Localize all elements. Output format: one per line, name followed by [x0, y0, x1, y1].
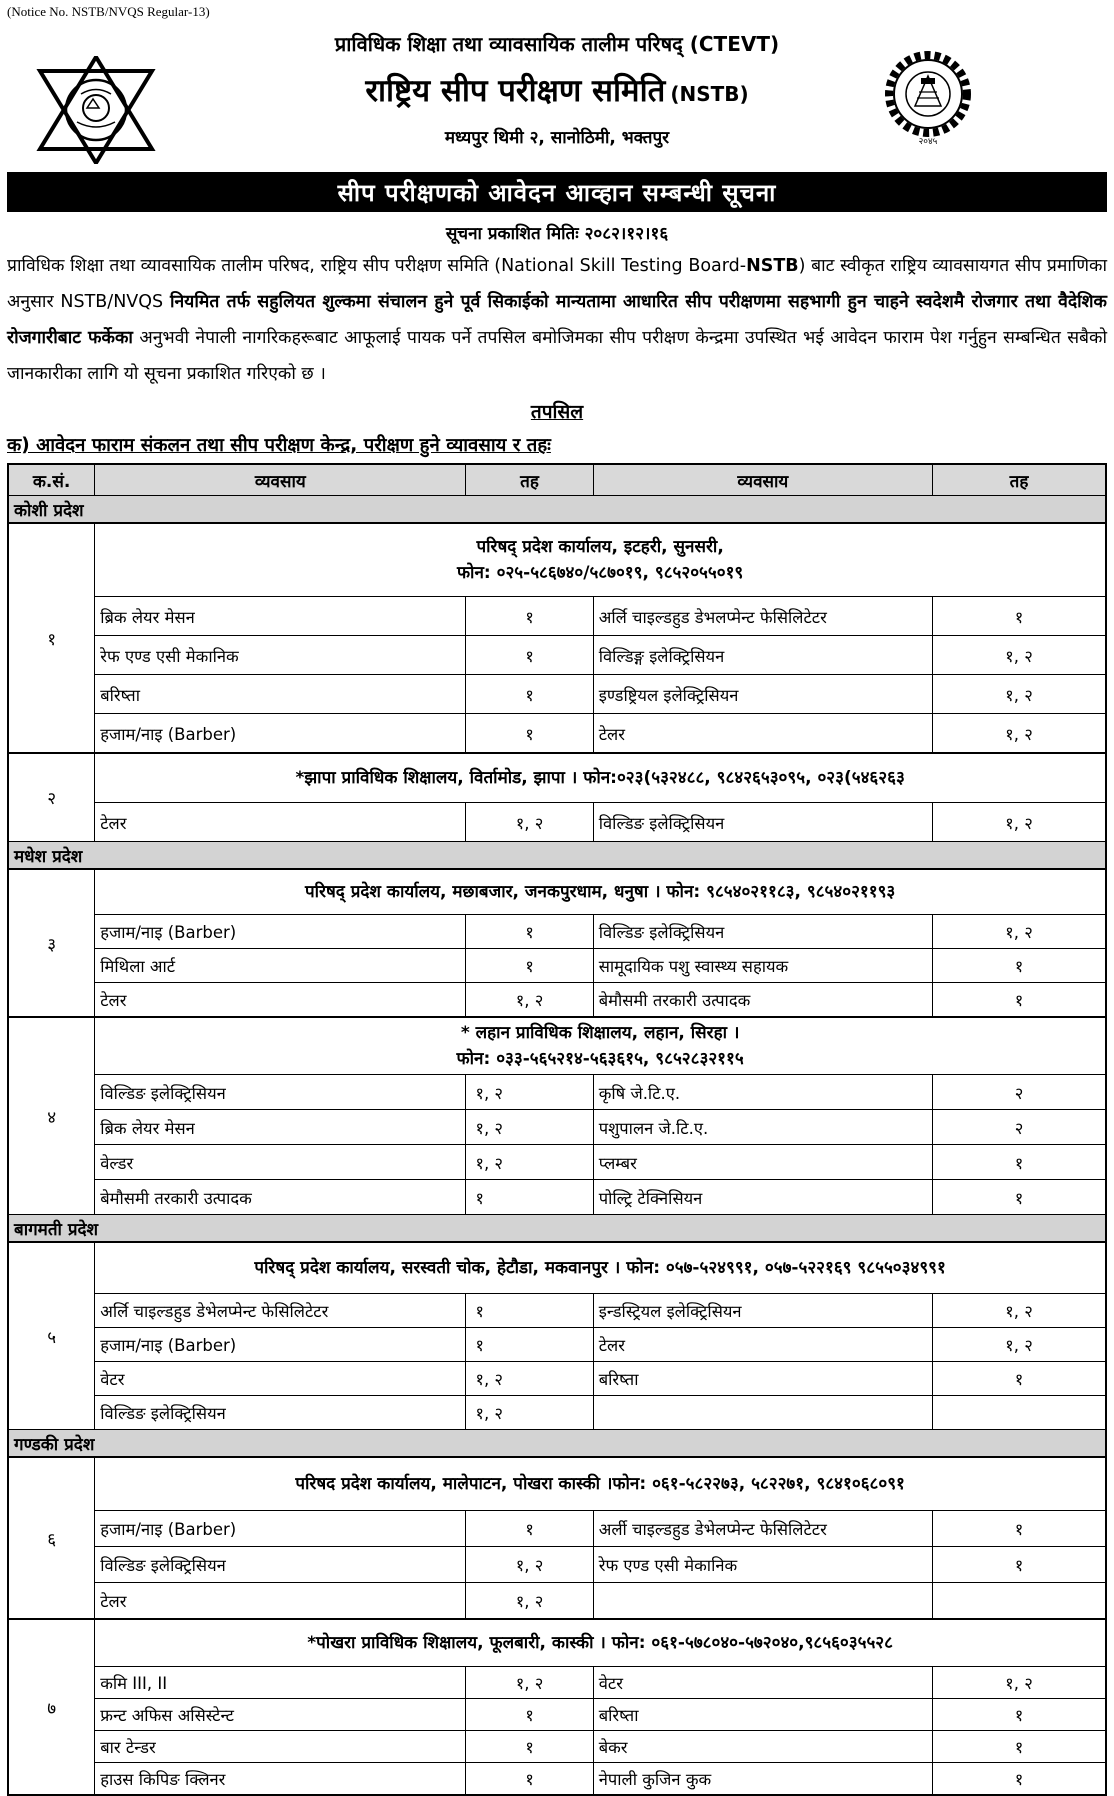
tapasil-heading: तपसिल: [530, 401, 584, 423]
level-cell: १: [933, 1362, 1107, 1396]
center-office-line: * लहान प्राविधिक शिक्षालय, लहान, सिरहा ।: [460, 1022, 740, 1043]
table-row: [8, 1328, 1106, 1362]
level-cell: १: [933, 1145, 1107, 1180]
notice-number: (Notice No. NSTB/NVQS Regular-13): [7, 4, 210, 19]
level-cell: १, २: [933, 675, 1107, 714]
center-office-line: परिषद् प्रदेश कार्यालय, सरस्वती चोक, हेटौडा, मकवानपुर । फोन: ०५७-५२४९९१, ०५७-५२२१६९ ९८५५०३४९९१: [254, 1257, 946, 1278]
occupation-cell: हजाम/नाइ (Barber): [95, 714, 466, 754]
table-row: [8, 1699, 1106, 1731]
table-row: [8, 1547, 1106, 1583]
level-cell: १: [466, 1180, 593, 1215]
level-cell: १, २: [466, 1547, 593, 1583]
column-header: व्यवसाय: [95, 464, 466, 496]
center-office-cell: [95, 1619, 1106, 1667]
center-office-line: फोन: ०२५-५८६७४०/५८७०१९, ९८५२०५५०१९: [456, 563, 744, 583]
board-abbr: (NSTB): [670, 82, 749, 106]
board-title: राष्ट्रिय सीप परीक्षण समिति: [365, 73, 666, 109]
intro-segment: अनुभवी नेपाली नागरिकहरूबाट आफूलाई पायक पर्ने तपसिल बमोजिमका सीप परीक्षण केन्द्रमा उपस्थित भई आवेदन फाराम पेश गर्नुहुन सम्बन्धित सबैको जानकारीका लागि यो सूचना प्रकाशित गरिएको छ ।: [7, 328, 1107, 384]
table-row: [8, 1731, 1106, 1763]
table-body: [8, 496, 1106, 1796]
table-row: [8, 1075, 1106, 1110]
occupation-cell: विल्डिङ इलेक्ट्रिसियन: [593, 915, 932, 949]
level-cell: १, २: [933, 636, 1107, 675]
level-cell: १, २: [933, 915, 1107, 949]
intro-paragraph: [7, 248, 1107, 392]
level-cell: १: [933, 1763, 1107, 1796]
level-cell: १: [466, 675, 593, 714]
occupation-cell: सामूदायिक पशु स्वास्थ्य सहायक: [593, 949, 932, 983]
center-header-row: [8, 869, 1106, 915]
occupation-cell: ब्रिक लेयर मेसन: [95, 597, 466, 636]
occupation-cell: रेफ एण्ड एसी मेकानिक: [593, 1547, 932, 1583]
ctevt-star-logo-icon: [29, 56, 163, 164]
center-office-line: परिषद प्रदेश कार्यालय, मालेपाटन, पोखरा कास्की ।फोन: ०६१-५८२२७३, ५८२२७१, ९८४१०६८०९१: [295, 1473, 905, 1494]
table-row: [8, 1180, 1106, 1215]
published-date: सूचना प्रकाशित मितिः २०८२।१२।१६: [445, 224, 669, 244]
level-cell: १: [466, 915, 593, 949]
serial-number: २: [8, 753, 95, 842]
level-cell: १: [466, 1511, 593, 1547]
level-cell: १, २: [466, 1362, 593, 1396]
table-row: [8, 1667, 1106, 1699]
occupation-cell: वेल्डर: [95, 1145, 466, 1180]
occupation-cell: वेटर: [95, 1362, 466, 1396]
level-cell: १, २: [933, 1294, 1107, 1328]
province-row: [8, 1215, 1106, 1243]
occupation-cell: विल्डिङ इलेक्ट्रिसियन: [95, 1075, 466, 1110]
occupation-cell: कमि III, II: [95, 1667, 466, 1699]
level-cell: १, २: [466, 983, 593, 1018]
level-cell: १: [933, 983, 1107, 1018]
province-row: [8, 496, 1106, 524]
center-header-row: [8, 523, 1106, 597]
level-cell: १: [933, 1699, 1107, 1731]
center-office-cell: [95, 1457, 1106, 1511]
occupation-cell: हजाम/नाइ (Barber): [95, 1328, 466, 1362]
table-row: [8, 949, 1106, 983]
center-office-cell: [95, 753, 1106, 803]
level-cell: १: [466, 1731, 593, 1763]
occupation-cell: बेकर: [593, 1731, 932, 1763]
center-header-row: [8, 1457, 1106, 1511]
level-cell: १: [466, 1699, 593, 1731]
occupation-cell: विल्डिङ इलेक्ट्रिसियन: [95, 1396, 466, 1430]
table-row: [8, 1145, 1106, 1180]
table-row: [8, 1583, 1106, 1620]
occupation-cell: वेटर: [593, 1667, 932, 1699]
level-cell: २: [933, 1110, 1107, 1145]
province-name: मधेश प्रदेश: [8, 842, 1106, 870]
intro-segment: प्राविधिक शिक्षा तथा व्यावसायिक तालीम परिषद, राष्ट्रिय सीप परीक्षण समिति (National Skill Testing Board-: [7, 256, 747, 276]
table-row: [8, 1511, 1106, 1547]
column-header: क.सं.: [8, 464, 95, 496]
level-cell: १: [466, 1763, 593, 1796]
table-row: [8, 803, 1106, 842]
section-a-heading: क) आवेदन फाराम संकलन तथा सीप परीक्षण केन्द्र, परीक्षण हुने व्यावसाय र तहः: [7, 435, 551, 456]
level-cell: [933, 1583, 1107, 1620]
occupation-cell: ब्रिक लेयर मेसन: [95, 1110, 466, 1145]
level-cell: १: [933, 1547, 1107, 1583]
masthead: [7, 30, 1107, 162]
center-office-cell: [95, 1242, 1106, 1294]
table-row: [8, 636, 1106, 675]
level-cell: १, २: [466, 1075, 593, 1110]
occupation-cell: विल्डिङ इलेक्ट्रिसियन: [95, 1547, 466, 1583]
province-name: बागमती प्रदेश: [8, 1215, 1106, 1243]
intro-segment: NSTB: [746, 256, 799, 276]
center-header-row: [8, 1619, 1106, 1667]
center-office-line: फोन: ०३३-५६५२१४-५६३६१५, ९८५२८३२११५: [456, 1049, 744, 1069]
province-row: [8, 1430, 1106, 1458]
occupation-cell: टेलर: [593, 1328, 932, 1362]
level-cell: १, २: [933, 1328, 1107, 1362]
center-office-cell: [95, 1017, 1106, 1075]
province-name: कोशी प्रदेश: [8, 496, 1106, 524]
table-row: [8, 1763, 1106, 1796]
center-header-row: [8, 753, 1106, 803]
occupation-cell: रेफ एण्ड एसी मेकानिक: [95, 636, 466, 675]
occupation-cell: कृषि जे.टि.ए.: [593, 1075, 932, 1110]
table-row: [8, 714, 1106, 754]
occupation-cell: हजाम/नाइ (Barber): [95, 1511, 466, 1547]
province-name: गण्डकी प्रदेश: [8, 1430, 1106, 1458]
level-cell: १: [466, 597, 593, 636]
level-cell: १, २: [466, 1145, 593, 1180]
occupation-cell: टेलर: [95, 803, 466, 842]
occupation-cell: बरिष्ता: [593, 1362, 932, 1396]
level-cell: १, २: [466, 803, 593, 842]
serial-number: ६: [8, 1457, 95, 1619]
level-cell: १, २: [466, 1110, 593, 1145]
center-header-row: [8, 1017, 1106, 1075]
nstb-logo-year: २०४५: [918, 137, 938, 146]
nstb-gear-logo-icon: [881, 50, 975, 146]
occupation-cell: अर्लि चाइल्डहुड डेभलप्मेन्ट फेसिलिटेटर: [593, 597, 932, 636]
level-cell: १, २: [466, 1667, 593, 1699]
level-cell: १, २: [933, 1667, 1107, 1699]
column-header: व्यवसाय: [593, 464, 932, 496]
occupation-cell: हाउस किपिङ क्लिनर: [95, 1763, 466, 1796]
level-cell: १, २: [466, 1583, 593, 1620]
level-cell: १, २: [933, 803, 1107, 842]
level-cell: १, २: [933, 714, 1107, 754]
level-cell: [933, 1396, 1107, 1430]
occupation-cell: इन्डस्ट्रियल इलेक्ट्रिसियन: [593, 1294, 932, 1328]
column-header: तह: [933, 464, 1107, 496]
table-row: [8, 983, 1106, 1018]
table-row: [8, 675, 1106, 714]
center-office-cell: [95, 869, 1106, 915]
center-header-row: [8, 1242, 1106, 1294]
center-office-line: *पोखरा प्राविधिक शिक्षालय, फूलबारी, कास्की । फोन: ०६१-५७८०४०-५७२०४०,९८५६०३५५२८: [307, 1632, 893, 1653]
occupation-cell: टेलर: [593, 714, 932, 754]
level-cell: १: [466, 636, 593, 675]
province-row: [8, 842, 1106, 870]
table-row: [8, 1110, 1106, 1145]
level-cell: १: [466, 714, 593, 754]
table-row: [8, 597, 1106, 636]
occupation-cell: [593, 1396, 932, 1430]
intro-segment: नियमित तर्फ सहुलियत शुल्कमा संचालन हुने पूर्व सिकाईको मान्यतामा आधारित सीप परीक्षणमा सहभागी हुन चाहने स्वदेशमै रोजगार तथा वैदेशिक रोजगारीबाट फर्केका: [7, 292, 1107, 348]
occupation-cell: विल्डिङ्ग इलेक्ट्रिसियन: [593, 636, 932, 675]
occupation-cell: अर्लि चाइल्डहुड डेभेलप्मेन्ट फेसिलिटेटर: [95, 1294, 466, 1328]
table-header-row: [8, 464, 1106, 496]
occupation-cell: टेलर: [95, 983, 466, 1018]
level-cell: १: [933, 949, 1107, 983]
occupation-cell: बेमौसमी तरकारी उत्पादक: [95, 1180, 466, 1215]
table-row: [8, 915, 1106, 949]
level-cell: १: [933, 1511, 1107, 1547]
table-row: [8, 1362, 1106, 1396]
serial-number: १: [8, 523, 95, 753]
level-cell: १: [466, 1294, 593, 1328]
occupation-cell: हजाम/नाइ (Barber): [95, 915, 466, 949]
table-row: [8, 1294, 1106, 1328]
column-header: तह: [466, 464, 593, 496]
occupation-cell: टेलर: [95, 1583, 466, 1620]
level-cell: १, २: [466, 1396, 593, 1430]
occupation-cell: बेमौसमी तरकारी उत्पादक: [593, 983, 932, 1018]
occupation-cell: पशुपालन जे.टि.ए.: [593, 1110, 932, 1145]
board-address: मध्यपुर थिमी २, सानोठिमी, भक्तपुर: [444, 128, 670, 148]
serial-number: ४: [8, 1017, 95, 1215]
level-cell: १: [933, 1180, 1107, 1215]
level-cell: १: [933, 1731, 1107, 1763]
exam-centers-table: [7, 463, 1107, 1796]
notice-title-banner: सीप परीक्षणको आवेदन आव्हान सम्बन्धी सूचना: [7, 172, 1107, 212]
occupation-cell: नेपाली कुजिन कुक: [593, 1763, 932, 1796]
center-office-line: परिषद् प्रदेश कार्यालय, मछाबजार, जनकपुरधाम, धनुषा । फोन: ९८५४०२११८३, ९८५४०२११९३: [304, 881, 896, 902]
occupation-cell: इण्डष्ट्रियल इलेक्ट्रिसियन: [593, 675, 932, 714]
level-cell: १: [466, 949, 593, 983]
org-name-line: प्राविधिक शिक्षा तथा व्यावसायिक तालीम परिषद् (CTEVT): [334, 32, 780, 56]
occupation-cell: पोल्ट्रि टेक्निसियन: [593, 1180, 932, 1215]
serial-number: ३: [8, 869, 95, 1017]
occupation-cell: मिथिला आर्ट: [95, 949, 466, 983]
occupation-cell: फ्रन्ट अफिस असिस्टेन्ट: [95, 1699, 466, 1731]
occupation-cell: बरिष्ता: [95, 675, 466, 714]
occupation-cell: विल्डिङ इलेक्ट्रिसियन: [593, 803, 932, 842]
level-cell: १: [933, 597, 1107, 636]
serial-number: ७: [8, 1619, 95, 1795]
occupation-cell: [593, 1583, 932, 1620]
center-office-line: *झापा प्राविधिक शिक्षालय, विर्तामोड, झापा । फोन:०२३(५३२४८८, ९८४२६५३०९५, ०२३(५४६२६३: [295, 767, 905, 788]
table-header: [8, 464, 1106, 496]
intro-segment: ) बाट स्वीकृत राष्ट्रिय व्यावसायगत सीप प्रमाणिका अनुसार NSTB/NVQS: [7, 256, 1108, 312]
center-office-line: परिषद् प्रदेश कार्यालय, इटहरी, सुनसरी,: [476, 536, 724, 557]
level-cell: १: [466, 1328, 593, 1362]
occupation-cell: प्लम्बर: [593, 1145, 932, 1180]
center-office-cell: [95, 523, 1106, 597]
occupation-cell: अर्ली चाइल्डहुड डेभेलप्मेन्ट फेसिलिटेटर: [593, 1511, 932, 1547]
occupation-cell: बरिष्ता: [593, 1699, 932, 1731]
occupation-cell: बार टेन्डर: [95, 1731, 466, 1763]
serial-number: ५: [8, 1242, 95, 1430]
level-cell: २: [933, 1075, 1107, 1110]
table-row: [8, 1396, 1106, 1430]
